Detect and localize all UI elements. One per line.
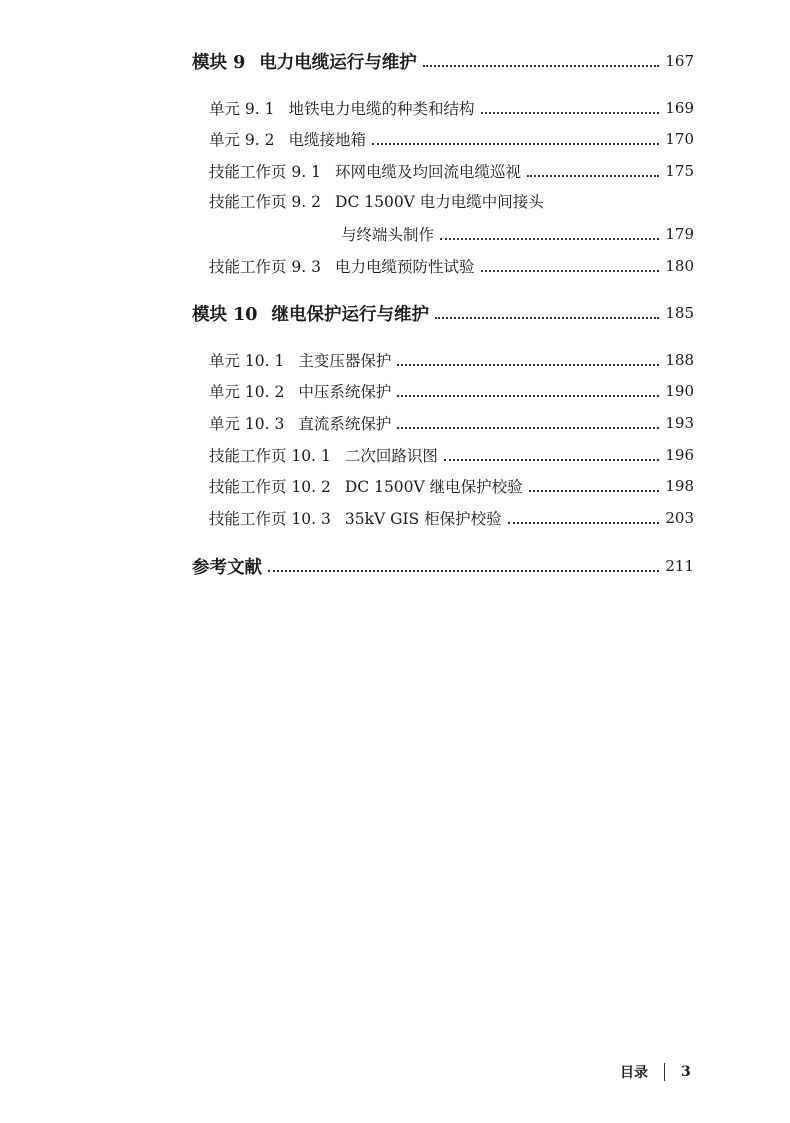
entry-code: 技能工作页 10. 3: [209, 510, 331, 528]
entry-title: 电缆接地箱: [288, 131, 367, 149]
page-number: 170: [665, 130, 694, 148]
entry-title: 直流系统保护: [298, 415, 392, 433]
page-number: 169: [665, 99, 694, 117]
entry-title: 地铁电力电缆的种类和结构: [288, 100, 475, 118]
page-footer: [620, 1062, 691, 1082]
leader-dots: [435, 317, 659, 319]
leader-dots: [529, 490, 660, 492]
page-number: 180: [665, 257, 694, 275]
toc-entry-skill-9-1[interactable]: [209, 157, 694, 185]
leader-dots: [440, 238, 659, 240]
entry-code: 技能工作页 9. 1: [209, 163, 322, 181]
toc-entry-skill-10-1[interactable]: [209, 441, 694, 469]
module-title: 参考文献: [192, 557, 262, 578]
entry-title: DC 1500V 继电保护校验: [344, 478, 523, 496]
entry-title: 中压系统保护: [298, 383, 392, 401]
leader-dots: [397, 427, 659, 429]
entry-code: 单元 9. 1: [209, 100, 275, 118]
page-number: 193: [665, 414, 694, 432]
page-number: 185: [665, 304, 694, 322]
page-number: 211: [665, 557, 694, 575]
entry-title-continued: 与终端头制作: [341, 226, 435, 244]
leader-dots: [481, 270, 660, 272]
toc-module-10[interactable]: [192, 299, 694, 327]
toc-entry-10-2[interactable]: [209, 377, 694, 405]
entry-code: 单元 10. 1: [209, 352, 285, 370]
leader-dots: [508, 522, 660, 524]
entry-code: 技能工作页 10. 2: [209, 478, 331, 496]
page-number: 175: [665, 162, 694, 180]
toc-entry-skill-9-3[interactable]: [209, 252, 694, 280]
toc-module-9[interactable]: [192, 47, 694, 75]
entry-title: 35kV GIS 柜保护校验: [344, 510, 502, 528]
toc-entry-9-1[interactable]: [209, 94, 694, 122]
entry-title: 电力电缆预防性试验: [335, 258, 475, 276]
module-title: 电力电缆运行与维护: [259, 52, 417, 73]
entry-title: 主变压器保护: [298, 352, 392, 370]
page-number: 167: [665, 52, 694, 70]
toc-entry-skill-9-2-line1[interactable]: [209, 190, 544, 212]
leader-dots: [444, 459, 659, 461]
module-number: 模块 10: [192, 304, 258, 325]
leader-dots: [423, 65, 660, 67]
toc-entry-10-3[interactable]: [209, 409, 694, 437]
leader-dots: [527, 175, 659, 177]
toc-entry-skill-10-3[interactable]: [209, 504, 694, 532]
leader-dots: [397, 364, 659, 366]
toc-entry-10-1[interactable]: [209, 346, 694, 374]
entry-code: 单元 10. 3: [209, 415, 285, 433]
module-number: 模块 9: [192, 52, 246, 73]
toc-entry-skill-9-2-line2[interactable]: [341, 220, 694, 248]
toc-entry-9-2[interactable]: [209, 125, 694, 153]
module-title: 继电保护运行与维护: [271, 304, 429, 325]
footer-section-label: 目录: [620, 1065, 648, 1081]
entry-title: DC 1500V 电力电缆中间接头: [335, 193, 544, 211]
leader-dots: [397, 395, 659, 397]
page-number: 203: [665, 509, 694, 527]
page-number: 179: [665, 225, 694, 243]
page-number: 198: [665, 477, 694, 495]
toc-entry-skill-10-2[interactable]: [209, 472, 694, 500]
leader-dots: [268, 570, 659, 572]
page-number: 188: [665, 351, 694, 369]
entry-code: 技能工作页 9. 2: [209, 193, 322, 211]
leader-dots: [481, 112, 660, 114]
entry-title: 环网电缆及均回流电缆巡视: [335, 163, 522, 181]
entry-code: 单元 9. 2: [209, 131, 275, 149]
footer-page-number: 3: [681, 1064, 691, 1080]
entry-code: 技能工作页 9. 3: [209, 258, 322, 276]
entry-code: 技能工作页 10. 1: [209, 447, 331, 465]
page-number: 190: [665, 382, 694, 400]
entry-code: 单元 10. 2: [209, 383, 285, 401]
footer-divider: [664, 1063, 665, 1081]
entry-title: 二次回路识图: [344, 447, 438, 465]
page-number: 196: [665, 446, 694, 464]
toc-references[interactable]: [192, 552, 694, 580]
leader-dots: [372, 143, 659, 145]
